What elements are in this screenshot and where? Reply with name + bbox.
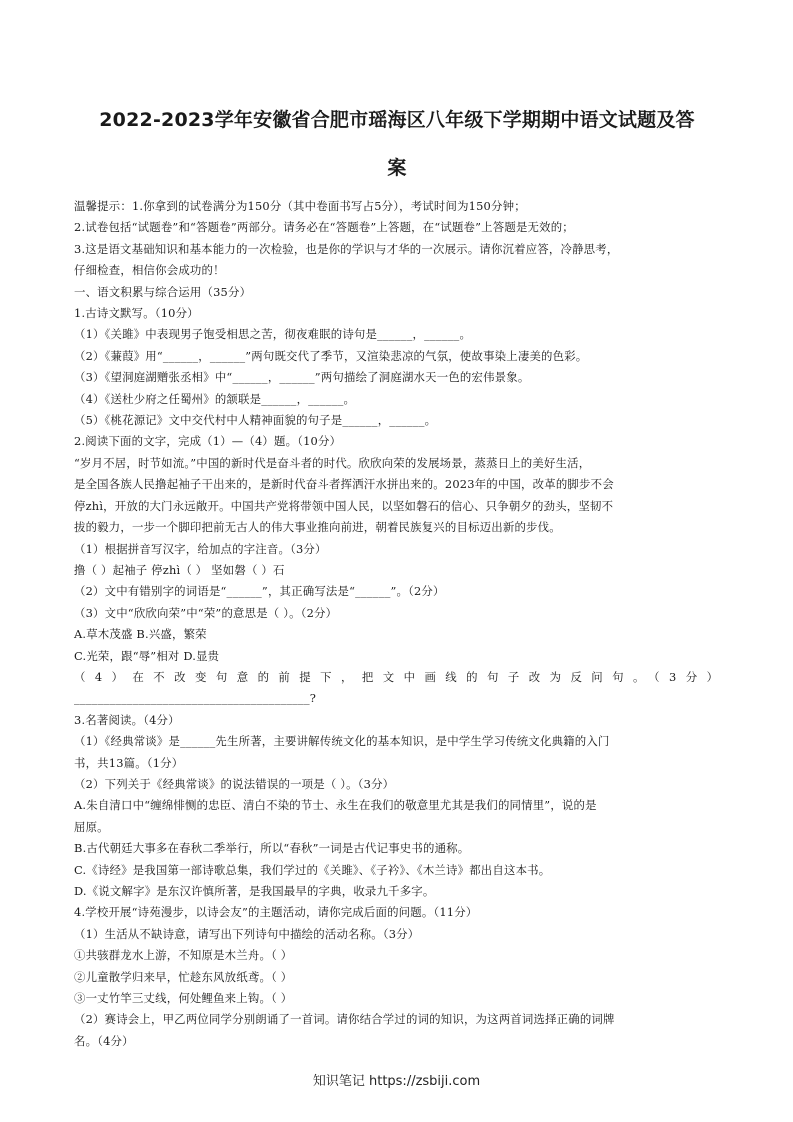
- text-line: （4）《送杜少府之任蜀州》的颔联是______，______。: [74, 391, 356, 406]
- text-line: ③一丈竹竿三丈线，何处鲤鱼来上钩。（ ）: [74, 991, 293, 1006]
- text-line: 仔细检查，相信你会成功的！: [74, 263, 225, 278]
- text-line: C.《诗经》是我国第一部诗歌总集，我们学过的《关雎》、《子衿》、《木兰诗》都出自这本书。: [74, 862, 551, 877]
- text-line: （1）生活从不缺诗意，请写出下列诗句中描绘的活动名称。（3分）: [74, 926, 420, 941]
- text-line: ②儿童散学归来早，忙趁东风放纸鸢。（ ）: [74, 969, 293, 984]
- text-line: 撸（ ）起袖子 停zhì（ ） 坚如磐（ ）石: [74, 562, 285, 577]
- text-line: D.《说文解字》是东汉许慎所著，是我国最早的字典，收录九千多字。: [74, 884, 435, 898]
- text-line: （2）《蒹葭》用“______，______”两句既交代了季节，又渲染悲凉的气氛，使故事染上凄美的色彩。: [74, 348, 588, 363]
- text-line: （5）《桃花源记》文中交代村中人精神面貌的句子是______，______。: [74, 413, 437, 428]
- text-line: ________________________________________?: [74, 691, 317, 706]
- exam-body: [74, 196, 720, 1052]
- text-line: 3.这是语文基础知识和基本能力的一次检验，也是你的学识与才华的一次展示。请你沉着应答，冷静思考，: [74, 241, 619, 256]
- text-line: （3）文中“欣欣向荣”中“荣”的意思是（ ）。（2分）: [74, 605, 338, 620]
- title-line-1: 2022-2023学年安徽省合肥市瑶海区八年级下学期期中语文试题及答: [99, 109, 695, 131]
- text-line: 停zhì，开放的大门永远敞开。中国共产党将带领中国人民，以坚如磐石的信心、只争朝夕的劲头，坚韧不: [74, 498, 614, 513]
- text-line: ①共骇群龙水上游，不知原是木兰舟。（ ）: [74, 948, 293, 963]
- text-line: 2.试卷包括“试题卷”和“答题卷”两部分。请务必在“答题卷”上答题，在“试题卷”上答题是无效的；: [74, 220, 574, 235]
- text-line: A.朱自清口中“缠绵悱恻的忠臣、清白不染的节士、永生在我们的敬意里尤其是我们的同情里”，说的是: [74, 798, 597, 813]
- document-title: [74, 96, 720, 192]
- exam-page: [74, 96, 720, 1052]
- text-line: （1）《关雎》中表现男子饱受相思之苦，彻夜难眠的诗句是______，______。: [74, 327, 472, 342]
- text-line: （3）《望洞庭湖赠张丞相》中“______，______”两句描绘了洞庭湖水天一色的宏伟景象。: [74, 370, 530, 385]
- text-line: C.光荣，跟“辱”相对 D.显贵: [74, 648, 220, 663]
- text-line: 1.古诗文默写。（10分）: [74, 306, 199, 321]
- text-line: 4.学校开展“诗苑漫步，以诗会友”的主题活动，请你完成后面的问题。（11分）: [74, 905, 478, 920]
- text-line: （1）《经典常谈》是______先生所著，主要讲解传统文化的基本知识，是中学生学习传统文化典籍的入门: [74, 734, 610, 749]
- text-line: （1）根据拼音写汉字，给加点的字注音。（3分）: [74, 541, 327, 556]
- text-line: （2）赛诗会上，甲乙两位同学分别朗诵了一首词。请你结合学过的词的知识，为这两首词选择正确的词牌: [74, 1012, 615, 1027]
- text-line: 3.名著阅读。（4分）: [74, 712, 180, 727]
- text-line: 温馨提示：1.你拿到的试卷满分为150分（其中卷面书写占5分），考试时间为150分钟；: [74, 199, 526, 213]
- text-line: 一、语文积累与综合运用（35分）: [74, 284, 252, 299]
- text-line: 拔的毅力，一步一个脚印把前无古人的伟大事业推向前进，朝着民族复兴的目标迈出新的步伐。: [74, 520, 561, 535]
- text-line: （2）下列关于《经典常谈》的说法错误的一项是（ ）。（3分）: [74, 776, 395, 791]
- text-line: 屈原。: [74, 819, 109, 834]
- text-line: A.草木茂盛 B.兴盛，繁荣: [74, 627, 207, 642]
- text-line: 名。（4分）: [74, 1033, 134, 1048]
- text-line: 是全国各族人民撸起袖子干出来的，是新时代奋斗者挥洒汗水拼出来的。2023年的中国，改革的脚步不会: [74, 477, 614, 492]
- text-line: （4）在不改变句意的前提下，把文中画线的句子改为反问句。（3分）: [74, 669, 720, 684]
- text-line: B.古代朝廷大事多在春秋二季举行，所以“春秋”一词是古代记事史书的通称。: [74, 841, 470, 856]
- text-line: “岁月不居，时节如流。”中国的新时代是奋斗者的时代。欣欣向荣的发展场景，蒸蒸日上的美好生活，: [74, 455, 591, 470]
- text-line: 2.阅读下面的文字，完成（1）—（4）题。（10分）: [74, 434, 342, 449]
- text-line: （2）文中有错别字的词语是“______”，其正确写法是“______”。（2分）: [74, 584, 445, 599]
- text-line: 书，共13篇。（1分）: [74, 755, 184, 770]
- footer-watermark: 知识笔记 https://zsbiji.com: [312, 1074, 481, 1089]
- title-line-2: 案: [387, 157, 407, 179]
